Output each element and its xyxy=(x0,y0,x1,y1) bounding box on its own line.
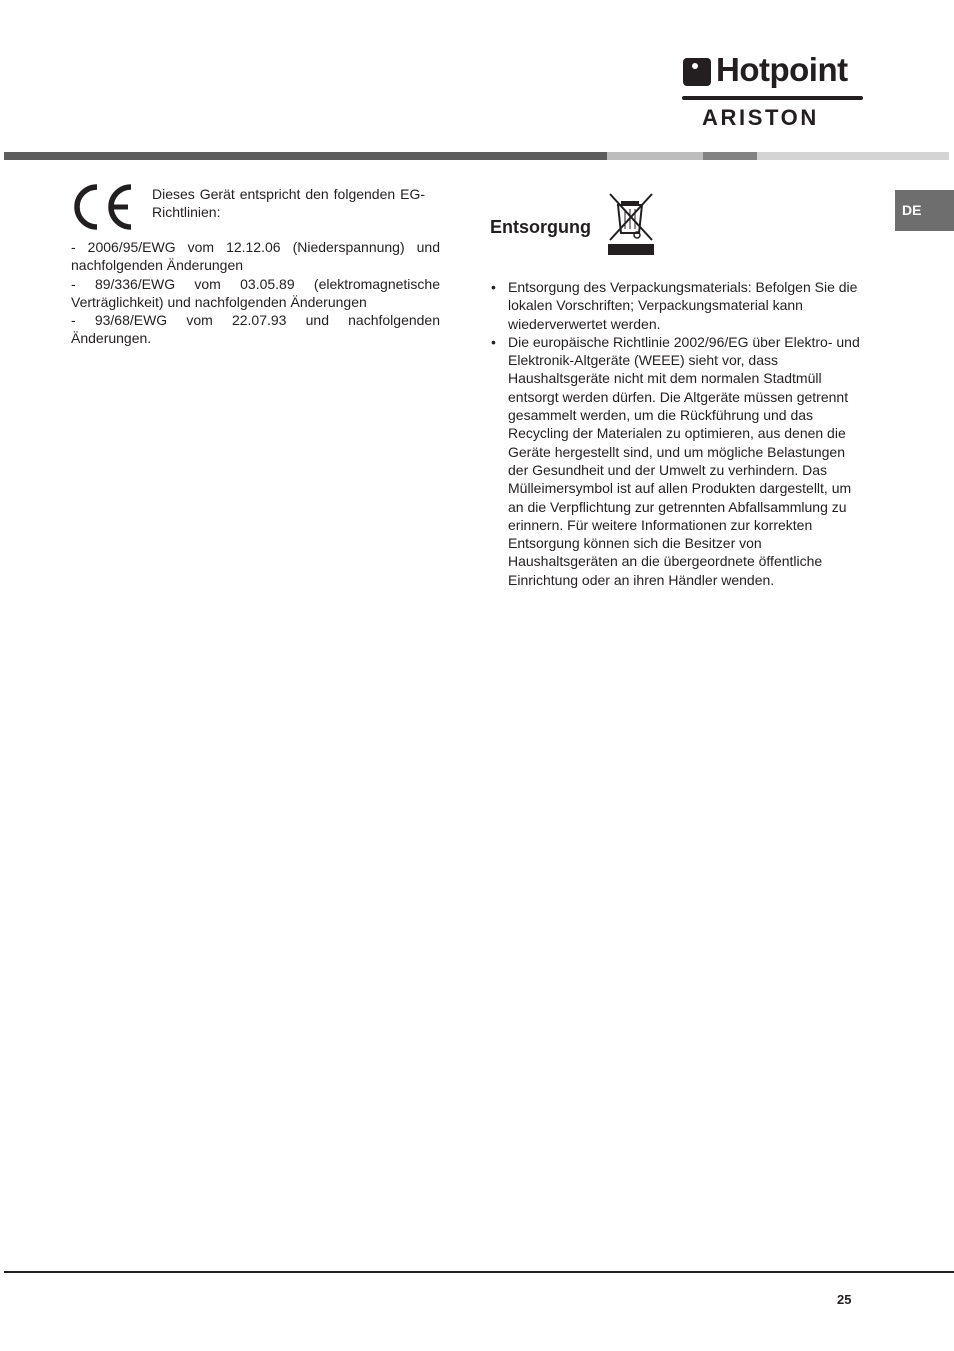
crossed-out-wheelie-bin-icon xyxy=(608,192,654,256)
logo-mark-icon xyxy=(683,58,711,86)
directive-item: - 2006/95/EWG vom 12.12.06 (Niederspannung) und nachfolgenden Änderungen xyxy=(71,239,440,274)
disposal-heading: Entsorgung xyxy=(490,217,591,237)
disposal-list xyxy=(490,278,860,589)
language-tab: DE xyxy=(895,190,954,231)
header-stripe-segment xyxy=(757,152,949,160)
page-number: 25 xyxy=(837,1292,852,1307)
brand-subname: ARISTON xyxy=(702,105,819,130)
directive-list xyxy=(71,238,440,348)
directive-item: - 93/68/EWG vom 22.07.93 und nachfolgenden Änderungen. xyxy=(71,312,440,347)
footer-divider xyxy=(4,1271,954,1273)
directive-item: - 89/336/EWG vom 03.05.89 (elektromagnetische Verträglichkeit) und nachfolgenden Änderungen xyxy=(71,275,440,310)
header-stripe-segment xyxy=(4,152,607,160)
header-stripe-segment xyxy=(703,152,757,160)
list-item: • Entsorgung des Verpackungsmaterials: Befolgen Sie die lokalen Vorschriften; Verpackungsmaterial kann wiederverwertet werden. xyxy=(490,278,860,333)
ce-mark-icon xyxy=(70,183,136,231)
header-stripe-segment xyxy=(607,152,703,160)
list-item: • Die europäische Richtlinie 2002/96/EG über Elektro- und Elektronik-Altgeräte (WEEE) sieht vor, dass Haushaltsgeräte nicht mit dem normalen Stadtmüll entsorgt werden dürfen. Die Altgeräte müssen getrennt gesammelt werden, um die Rückführung und das Recycling der Materialen zu optimieren, aus denen die Geräte hergestellt sind, und um mögliche Belastungen der Gesundheit und der Umwelt zu verhindern. Das Mülleimersymbol ist auf allen Produkten dargestellt, um an die Verpflichtung zur getrennten Abfallsammlung zu erinnern. Für weitere Informationen zur korrekten Entsorgung können sich die Besitzer von Haushaltsgeräten an die übergeordnete öffentliche Einrichtung oder an ihren Händler wenden. xyxy=(490,333,860,589)
logo-divider xyxy=(682,96,863,100)
conformity-intro: Dieses Gerät entspricht den folgenden EG-Richtlinien: xyxy=(152,186,425,220)
brand-logo xyxy=(682,51,864,132)
brand-name: Hotpoint xyxy=(716,51,848,88)
